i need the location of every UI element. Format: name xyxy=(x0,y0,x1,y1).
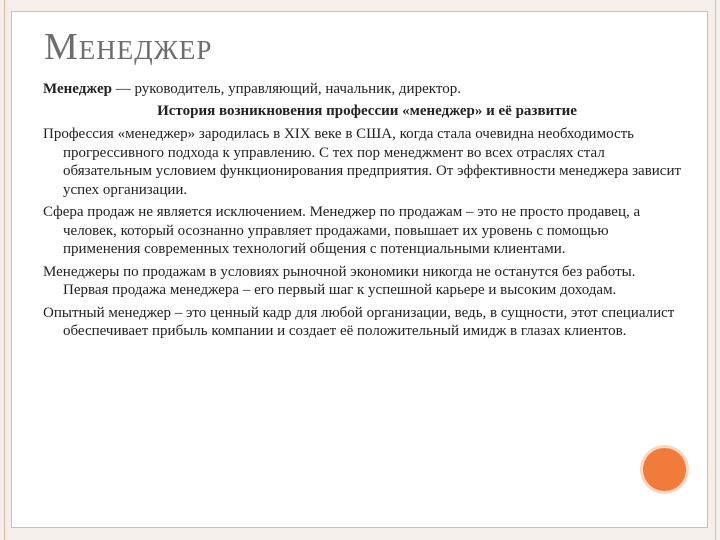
definition-line xyxy=(43,80,683,99)
decorative-circle xyxy=(643,448,686,491)
decorative-line xyxy=(4,0,5,540)
paragraph: Опытный менеджер – это ценный кадр для любой организации, ведь, в сущности, этот специалист обеспечивает прибыль компании и создает её положительный имидж в глазах клиентов. xyxy=(43,304,675,339)
slide-content xyxy=(43,80,683,345)
paragraph: Менеджеры по продажам в условиях рыночной экономики никогда не останутся без работы. Первая продажа менеджера – его первый шаг к успешной карьере и высоким доходам. xyxy=(43,263,636,298)
section-heading: История возникновения профессии «менеджер» и её развитие xyxy=(157,102,577,119)
slide-title xyxy=(44,28,212,66)
title-first-letter: М xyxy=(44,26,79,68)
paragraph: Профессия «менеджер» зародилась в XIX веке в США, когда стала очевидна необходимость прогрессивного подхода к управлению. С тех пор менеджмент во всех отраслях стал обязательным условием функционирования предприятия. От эффективности менеджера зависит успех организации. xyxy=(43,126,682,198)
definition-term: Менеджер xyxy=(43,81,112,97)
definition-text: — руководитель, управляющий, начальник, директор. xyxy=(112,81,461,97)
decorative-line xyxy=(715,0,716,540)
title-rest: ЕНЕДЖЕР xyxy=(78,35,213,65)
paragraph: Сфера продаж не является исключением. Менеджер по продажам – это не просто продавец, а человек, который осознанно управляет продажами, повышает их уровень с помощью применения современных технологий общения с потенциальными клиентами. xyxy=(43,204,641,257)
